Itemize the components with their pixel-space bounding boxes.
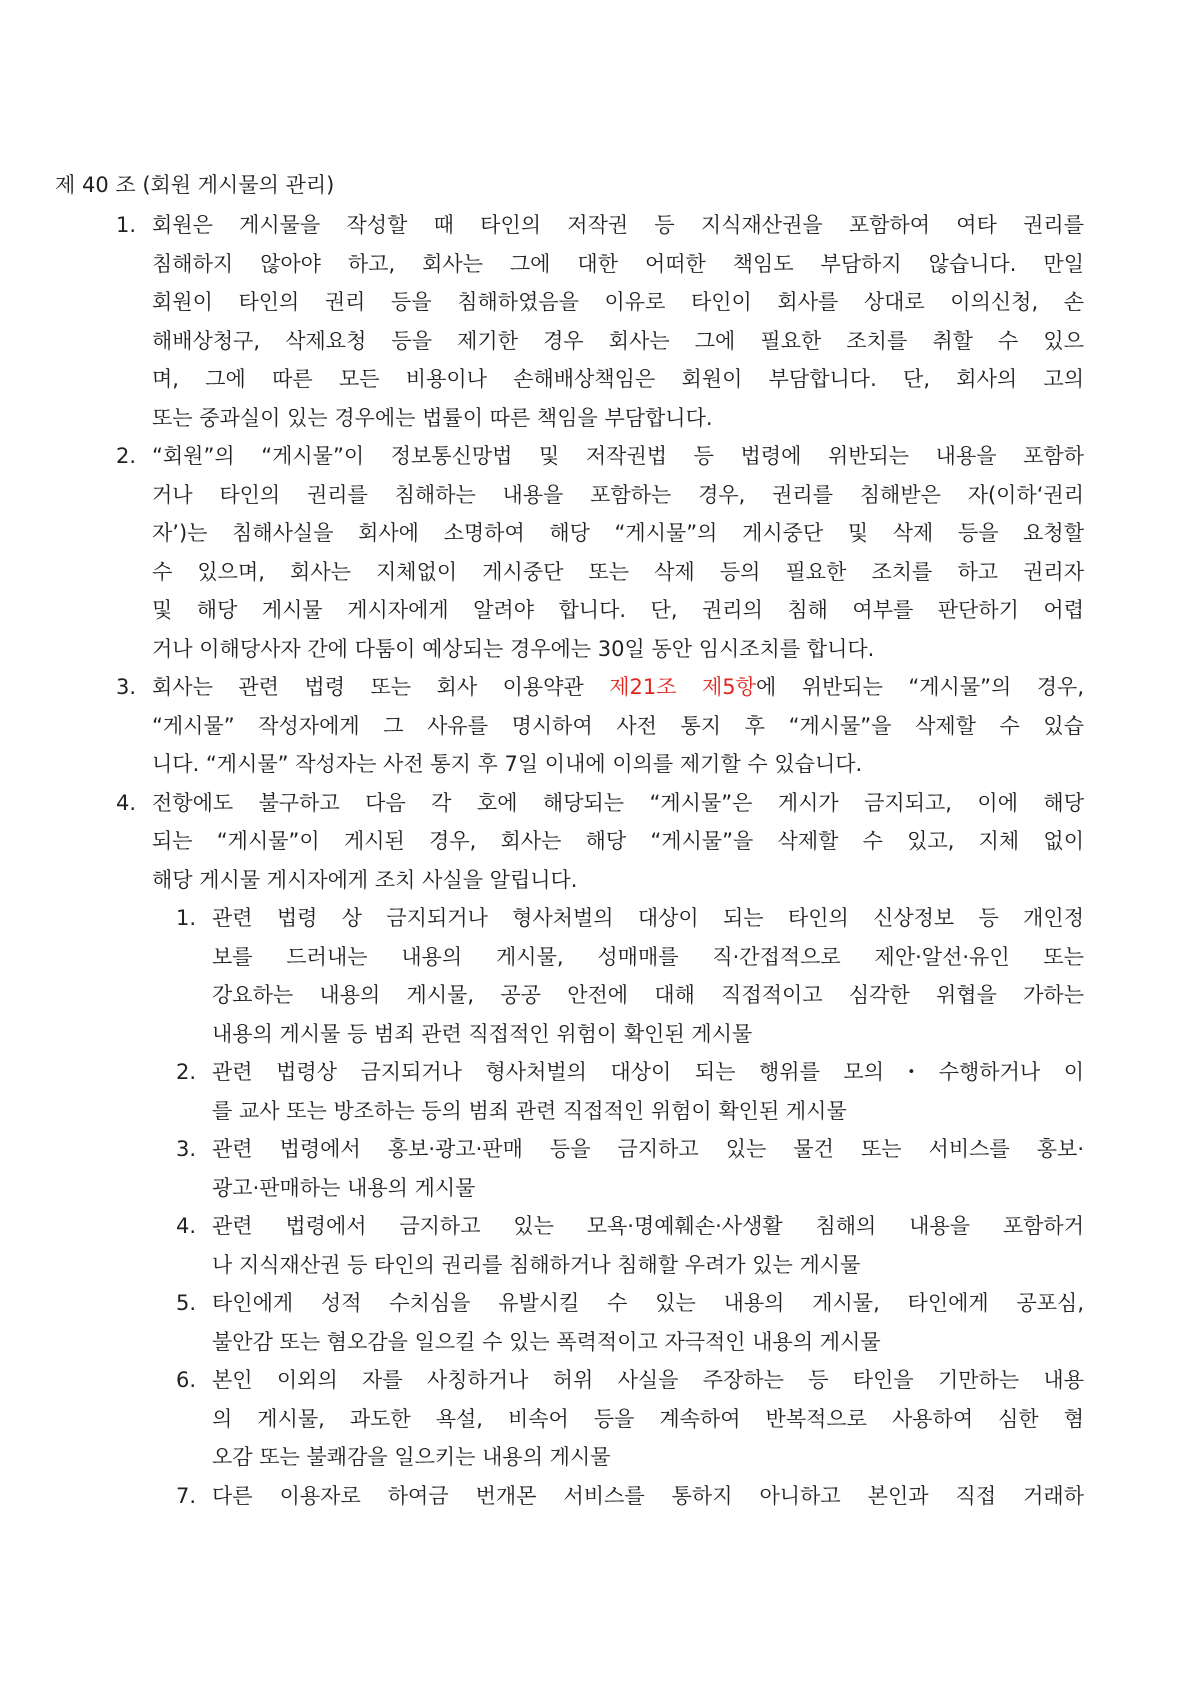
clause-text: 에 위반되는 “게시물”의 경우, bbox=[755, 675, 1085, 699]
clause-item-3 bbox=[116, 668, 1085, 784]
clause-line: 광고·판매하는 내용의 게시물 bbox=[212, 1175, 476, 1200]
clause-line: 되는 “게시물”이 게시된 경우, 회사는 해당 “게시물”을 삭제할 수 있고, 지체 없이 bbox=[152, 829, 1084, 853]
clause-line: 를 교사 또는 방조하는 등의 범죄 관련 직접적인 위험이 확인된 게시물 bbox=[212, 1098, 847, 1123]
clause-line: 오감 또는 불쾌감을 일으키는 내용의 게시물 bbox=[212, 1445, 611, 1469]
clause-line: 며, 그에 따른 모든 비용이나 손해배상책임은 회원이 부담합니다. 단, 회사의 고의 bbox=[152, 367, 1084, 391]
clause-line: 해당 게시물 게시자에게 조치 사실을 알립니다. bbox=[152, 867, 578, 892]
clause-line: 회원은 게시물을 작성할 때 타인의 저작권 등 지식재산권을 포함하여 여타 권리를 bbox=[152, 213, 1084, 237]
clause-line: 침해하지 않아야 하고, 회사는 그에 대한 어떠한 책임도 부담하지 않습니다. 만일 bbox=[152, 251, 1084, 276]
sub-clause-number: 6. bbox=[176, 1368, 197, 1392]
clause-line: 보를 드러내는 내용의 게시물, 성매매를 직·간접적으로 제안·알선·유인 또는 bbox=[212, 944, 1084, 969]
clause-line: 타인에게 성적 수치심을 유발시킬 수 있는 내용의 게시물, 타인에게 공포심, bbox=[212, 1291, 1084, 1315]
article-reference-highlight: 제21조 제5항 bbox=[609, 675, 756, 699]
clause-line: 불안감 또는 혐오감을 일으킬 수 있는 폭력적이고 자극적인 내용의 게시물 bbox=[212, 1329, 881, 1354]
clause-text: 회사는 관련 법령 또는 회사 이용약관 bbox=[152, 675, 610, 699]
clause-item-1 bbox=[116, 206, 1084, 437]
clause-line: 수 있으며, 회사는 지체없이 게시중단 또는 삭제 등의 필요한 조치를 하고 권리자 bbox=[152, 559, 1084, 584]
clause-line: 또는 중과실이 있는 경우에는 법률이 따른 책임을 부담합니다. bbox=[152, 405, 713, 430]
clause-line: 내용의 게시물 등 범죄 관련 직접적인 위험이 확인된 게시물 bbox=[212, 1021, 753, 1046]
clause-line: 거나 이해당사자 간에 다툼이 예상되는 경우에는 30일 동안 임시조치를 합니다. bbox=[152, 636, 875, 661]
clause-line: 다른 이용자로 하여금 번개몬 서비스를 통하지 아니하고 본인과 직접 거래하 bbox=[212, 1483, 1084, 1508]
clause-line: 관련 법령 상 금지되거나 형사처벌의 대상이 되는 타인의 신상정보 등 개인정 bbox=[212, 906, 1084, 930]
sub-clause-item-4 bbox=[176, 1207, 1084, 1284]
sub-clause-number: 2. bbox=[176, 1060, 197, 1084]
clause-line: 의 게시물, 과도한 욕설, 비속어 등을 계속하여 반복적으로 사용하여 심한 혐 bbox=[212, 1406, 1084, 1431]
clause-number: 4. bbox=[116, 790, 137, 815]
clause-line: 니다. “게시물” 작성자는 사전 통지 후 7일 이내에 이의를 제기할 수 있습니다. bbox=[152, 752, 863, 776]
sub-clause-number: 7. bbox=[176, 1483, 197, 1508]
sub-clause-item-2 bbox=[176, 1053, 1084, 1130]
sub-clause-item-3 bbox=[176, 1130, 1084, 1207]
clause-line: 자’)는 침해사실을 회사에 소명하여 해당 “게시물”의 게시중단 및 삭제 등을 요청할 bbox=[152, 521, 1084, 545]
sub-clause-item-6 bbox=[176, 1361, 1084, 1477]
clause-line bbox=[152, 668, 1084, 707]
article-title: 제 40 조 (회원 게시물의 관리) bbox=[55, 173, 335, 197]
sub-clause-item-7 bbox=[176, 1477, 1084, 1516]
clause-line: “게시물” 작성자에게 그 사유를 명시하여 사전 통지 후 “게시물”을 삭제할 수 있습 bbox=[152, 713, 1084, 738]
clause-line: “회원”의 “게시물”이 정보통신망법 및 저작권법 등 법령에 위반되는 내용을 포함하 bbox=[152, 444, 1084, 468]
clause-item-4 bbox=[116, 784, 1084, 900]
clause-line: 나 지식재산권 등 타인의 권리를 침해하거나 침해할 우려가 있는 게시물 bbox=[212, 1252, 861, 1277]
sub-clause-item-1 bbox=[176, 899, 1084, 1053]
clause-line: 관련 법령에서 홍보·광고·판매 등을 금지하고 있는 물건 또는 서비스를 홍보· bbox=[212, 1137, 1084, 1161]
clause-line: 본인 이외의 자를 사칭하거나 허위 사실을 주장하는 등 타인을 기만하는 내용 bbox=[212, 1368, 1084, 1392]
sub-clause-number: 3. bbox=[176, 1137, 197, 1161]
clause-item-2 bbox=[116, 437, 1084, 668]
clause-line: 강요하는 내용의 게시물, 공공 안전에 대해 직접적이고 심각한 위협을 가하는 bbox=[212, 983, 1084, 1007]
clause-line: 전항에도 불구하고 다음 각 호에 해당되는 “게시물”은 게시가 금지되고, 이에 해당 bbox=[152, 790, 1084, 815]
sub-clause-number: 5. bbox=[176, 1291, 197, 1315]
clause-line: 거나 타인의 권리를 침해하는 내용을 포함하는 경우, 권리를 침해받은 자(이하‘권리 bbox=[152, 482, 1084, 507]
clause-number: 1. bbox=[116, 213, 137, 237]
clause-line: 관련 법령에서 금지하고 있는 모욕·명예훼손·사생활 침해의 내용을 포함하거 bbox=[212, 1214, 1084, 1238]
clause-line: 관련 법령상 금지되거나 형사처벌의 대상이 되는 행위를 모의・수행하거나 이 bbox=[212, 1060, 1084, 1084]
clause-number: 2. bbox=[116, 444, 137, 468]
clause-number: 3. bbox=[116, 675, 137, 699]
sub-clause-item-5 bbox=[176, 1284, 1084, 1361]
clause-line: 해배상청구, 삭제요청 등을 제기한 경우 회사는 그에 필요한 조치를 취할 수 있으 bbox=[152, 328, 1084, 353]
sub-clause-number: 4. bbox=[176, 1214, 197, 1238]
sub-clause-number: 1. bbox=[176, 906, 197, 930]
clause-line: 회원이 타인의 권리 등을 침해하였음을 이유로 타인이 회사를 상대로 이의신청, 손 bbox=[152, 290, 1084, 314]
clause-list bbox=[0, 206, 1190, 1515]
clause-line: 및 해당 게시물 게시자에게 알려야 합니다. 단, 권리의 침해 여부를 판단하기 어렵 bbox=[152, 598, 1084, 622]
